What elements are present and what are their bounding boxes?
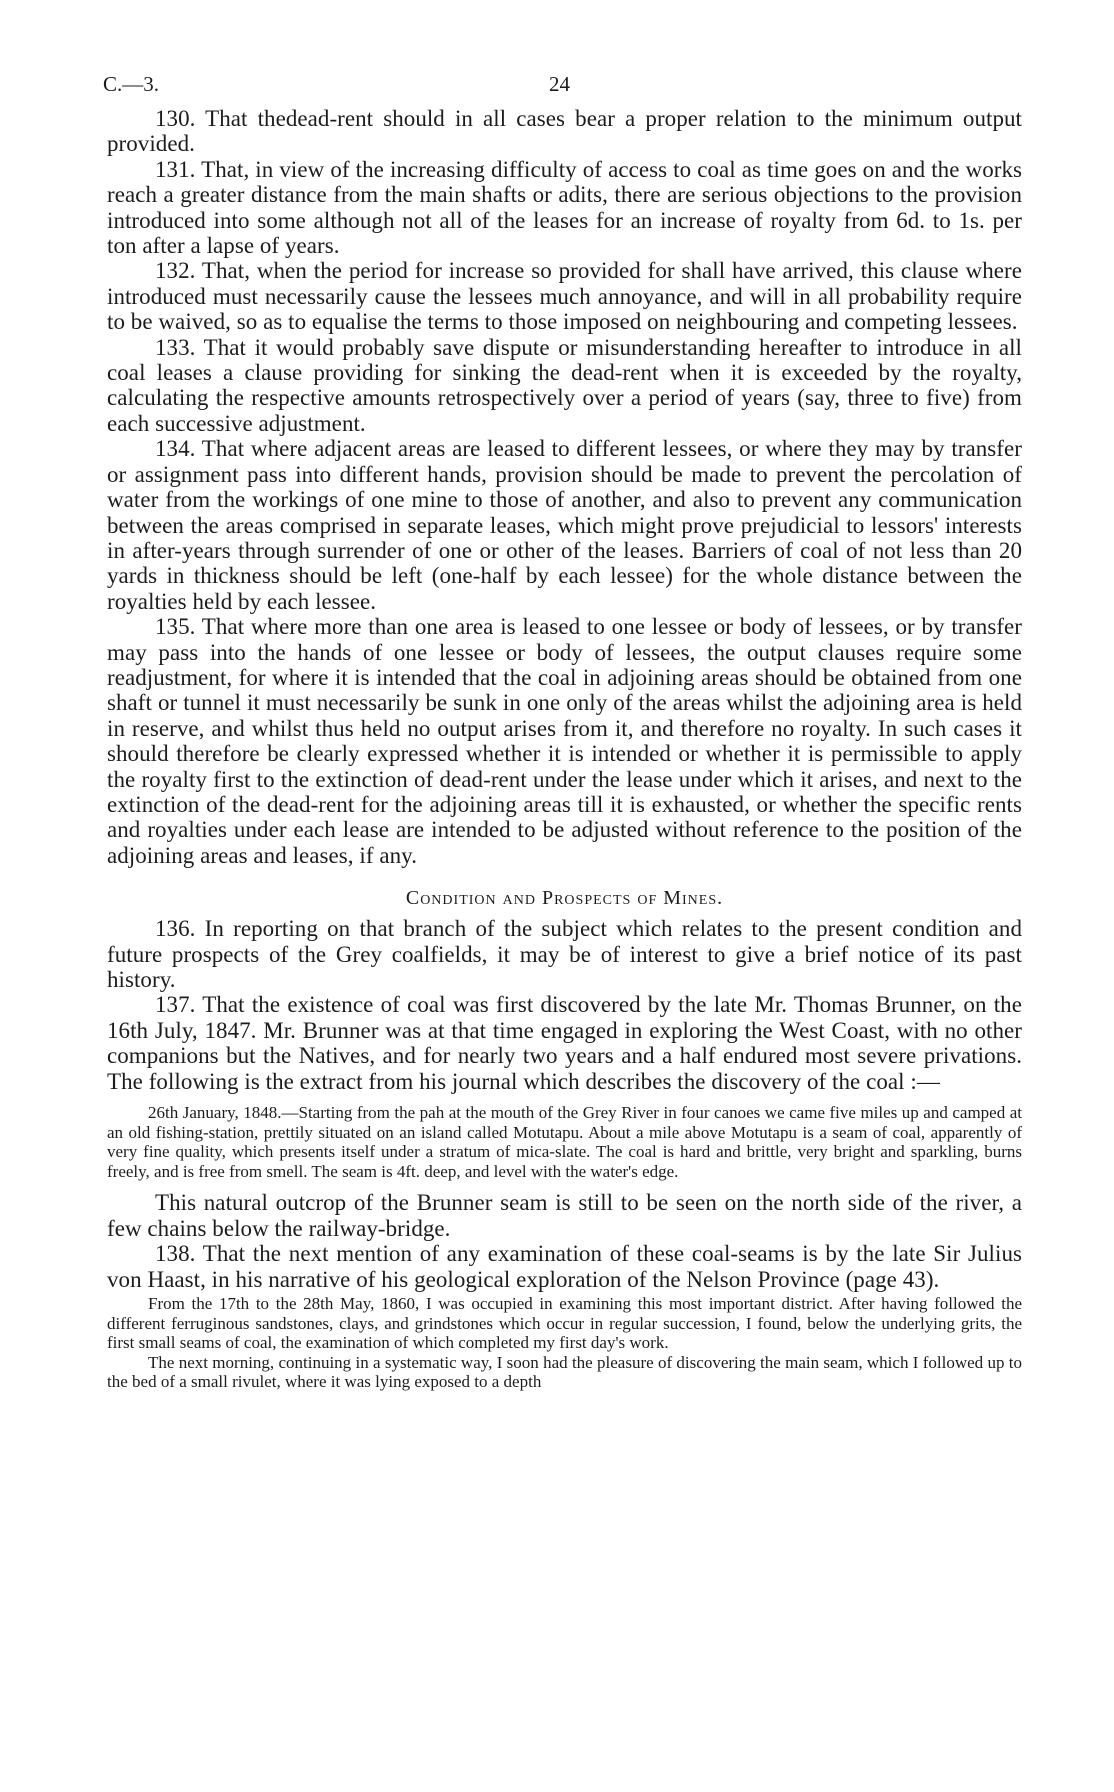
paragraph-outcrop: This natural outcrop of the Brunner seam is still to be seen on the north side of the river, a few chains below the railway-bridge. bbox=[107, 1190, 1022, 1241]
document-page bbox=[103, 72, 1022, 1392]
paragraph-135: 135. That where more than one area is leased to one lessee or body of lessees, or by transfer may pass into the hands of one lessee or body of lessees, the output clauses require some readjustment, for where it is intended that the coal in adjoining areas should be obtained from one shaft or tunnel it must necessarily be sunk in one only of the areas whilst the adjoining area is held in reserve, and whilst thus held no output arises from it, and therefore no royalty. In such cases it should therefore be clearly expressed whether it is intended or whether it is permissible to apply the royalty first to the extinction of dead-rent under the lease under which it arises, and next to the extinction of the dead-rent for the adjoining areas till it is exhausted, or whether the specific rents and royalties under each lease are intended to be adjusted without reference to the position of the adjoining areas and leases, if any. bbox=[107, 614, 1022, 868]
paragraph-138: 138. That the next mention of any examination of these coal-seams is by the late Sir Julius von Haast, in his narrative of his geological exploration of the Nelson Province (page 43). bbox=[107, 1241, 1022, 1292]
quote-paragraph: From the 17th to the 28th May, 1860, I was occupied in examining this most important district. After having followed the different ferruginous sandstones, clays, and grindstones which occur in regular succession, I found, below the underlying grits, the first small seams of coal, the examination of which completed my first day's work. bbox=[107, 1294, 1022, 1353]
history-section bbox=[107, 916, 1022, 1094]
quote-paragraph: The next morning, continuing in a systematic way, I soon had the pleasure of discovering the main seam, which I followed up to the bed of a small rivulet, where it was lying exposed to a depth bbox=[107, 1352, 1022, 1392]
section-heading: Condition and Prospects of Mines. bbox=[405, 887, 724, 910]
brunner-journal-quote bbox=[107, 1103, 1022, 1181]
page-header bbox=[103, 72, 1022, 106]
paragraph-130: 130. That thedead-rent should in all cases bear a proper relation to the minimum output provided. bbox=[107, 106, 1022, 157]
page-number: 24 bbox=[549, 72, 570, 96]
recommendations-section bbox=[107, 106, 1022, 868]
paragraph-131: 131. That, in view of the increasing difficulty of access to coal as time goes on and the works reach a greater distance from the main shafts or adits, there are serious objections to the provision introduced into some although not all of the leases for an increase of royalty from 6d. to 1s. per ton after a lapse of years. bbox=[107, 156, 1022, 259]
quote-text: 26th January, 1848.—Starting from the pah at the mouth of the Grey River in four canoes we came five miles up and camped at an old fishing-station, prettily situated on an island called Motutapu. About a mile above Motutapu is a seam of coal, apparently of very fine quality, which presents itself under a stratum of mica-slate. The coal is hard and brittle, very bright and sparkling, burns freely, and is free from smell. The seam is 4ft. deep, and level with the water's edge. bbox=[107, 1103, 1022, 1181]
paragraph-136: 136. In reporting on that branch of the subject which relates to the present condition and future prospects of the Grey coalfields, it may be of interest to give a brief notice of its past history. bbox=[107, 916, 1022, 992]
paragraph-137: 137. That the existence of coal was first discovered by the late Mr. Thomas Brunner, on the 16th July, 1847. Mr. Brunner was at that time engaged in exploring the West Coast, with no other companions but the Natives, and for nearly two years and a half endured most severe privations. The following is the extract from his journal which describes the discovery of the coal :— bbox=[107, 992, 1022, 1094]
paragraph-132: 132. That, when the period for increase so provided for shall have arrived, this clause where introduced must necessarily cause the lessees much annoyance, and will in all probability require to be waived, so as to equalise the terms to those imposed on neighbouring and competing lessees. bbox=[107, 258, 1022, 335]
paragraph-134: 134. That where adjacent areas are leased to different lessees, or where they may by transfer or assignment pass into different hands, provision should be made to prevent the percolation of water from the workings of one mine to those of another, and also to prevent any communication between the areas comprised in separate leases, which might prove prejudicial to lessors' interests in after-years through surrender of one or other of the leases. Barriers of coal of not less than 20 yards in thickness should be left (one-half by each lessee) for the whole distance between the royalties held by each lessee. bbox=[107, 436, 1022, 614]
haast-section bbox=[107, 1190, 1022, 1292]
document-reference: C.—3. bbox=[103, 72, 160, 96]
haast-narrative-quote bbox=[107, 1294, 1022, 1392]
paragraph-133: 133. That it would probably save dispute or misunderstanding hereafter to introduce in all coal leases a clause providing for sinking the dead-rent when it is exceeded by the royalty, calculating the respective amounts retrospectively over a period of years (say, three to five) from each successive adjustment. bbox=[107, 334, 1022, 436]
